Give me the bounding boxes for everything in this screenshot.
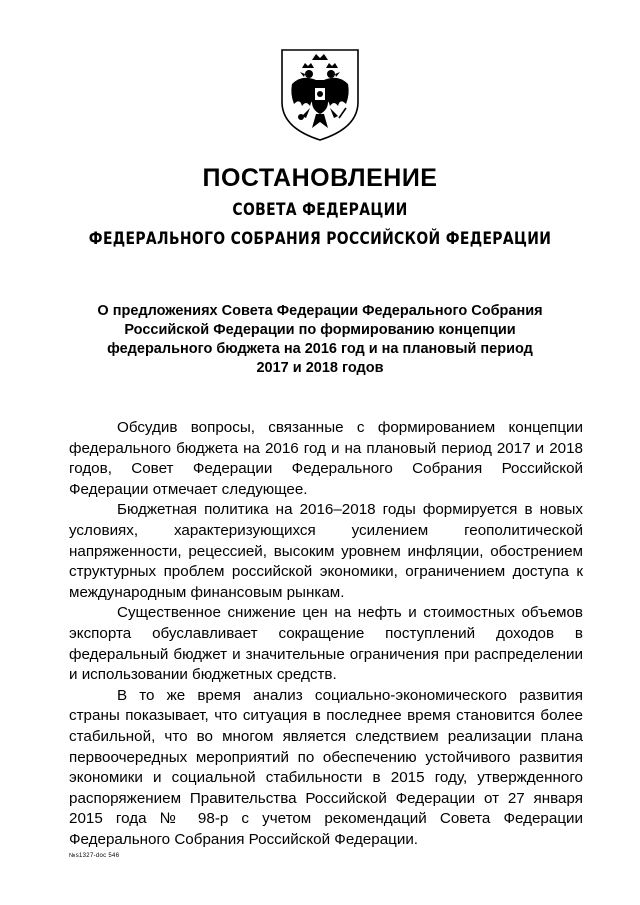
body-paragraph: В то же время анализ социально-экономического развития страны показывает, что ситуация в последнее время становится более стабильной, что во многом является следствием реализации плана первоочередных мероприятий по обеспечению устойчивого развития экономики и социальной стабильности в 2015 году, утвержденного распоряжением Правительства Российской Федерации от 27 января 2015 года № 98-р с учетом рекомендаций Совета Федерации Федерального Собрания Российской Федерации. (69, 686, 583, 848)
body-paragraph: Существенное снижение цен на нефть и стоимостных объемов экспорта обуславливает сокращение поступлений доходов в федеральный бюджет и значительные ограничения при распределении и использовании бюджетных средств. (69, 604, 583, 684)
subject-line: О предложениях Совета Федерации Федерального Собрания (97, 303, 543, 319)
issuer-line-1: СОВЕТА ФЕДЕРАЦИИ (232, 200, 408, 220)
document-title: ПОСТАНОВЛЕНИЕ (202, 164, 438, 192)
issuer-line-2: ФЕДЕРАЛЬНОГО СОБРАНИЯ РОССИЙСКОЙ ФЕДЕРАЦИИ (88, 229, 552, 249)
body-paragraph: Бюджетная политика на 2016–2018 годы формируется в новых условиях, характеризующихся усилением геополитической напряженности, рецессией, высоким уровнем инфляции, обострением структурных проблем российской экономики, ограничением доступа к международным финансовым рынкам. (69, 501, 583, 601)
subject-line: Российской Федерации по формированию концепции (124, 322, 516, 338)
document-code: №s1327-doc 546 (69, 853, 120, 859)
subject-line: 2017 и 2018 годов (256, 360, 384, 376)
body-paragraph: Обсудив вопросы, связанные с формированием концепции федерального бюджета на 2016 год и на плановый период 2017 и 2018 годов, Совет Федерации Федерального Собрания Российской Федерации отмечает следующее. (69, 419, 583, 498)
document-subject (70, 302, 570, 378)
coat-of-arms-icon (272, 44, 368, 144)
document-body (69, 418, 583, 850)
subject-line: федерального бюджета на 2016 год и на плановый период (107, 341, 533, 357)
